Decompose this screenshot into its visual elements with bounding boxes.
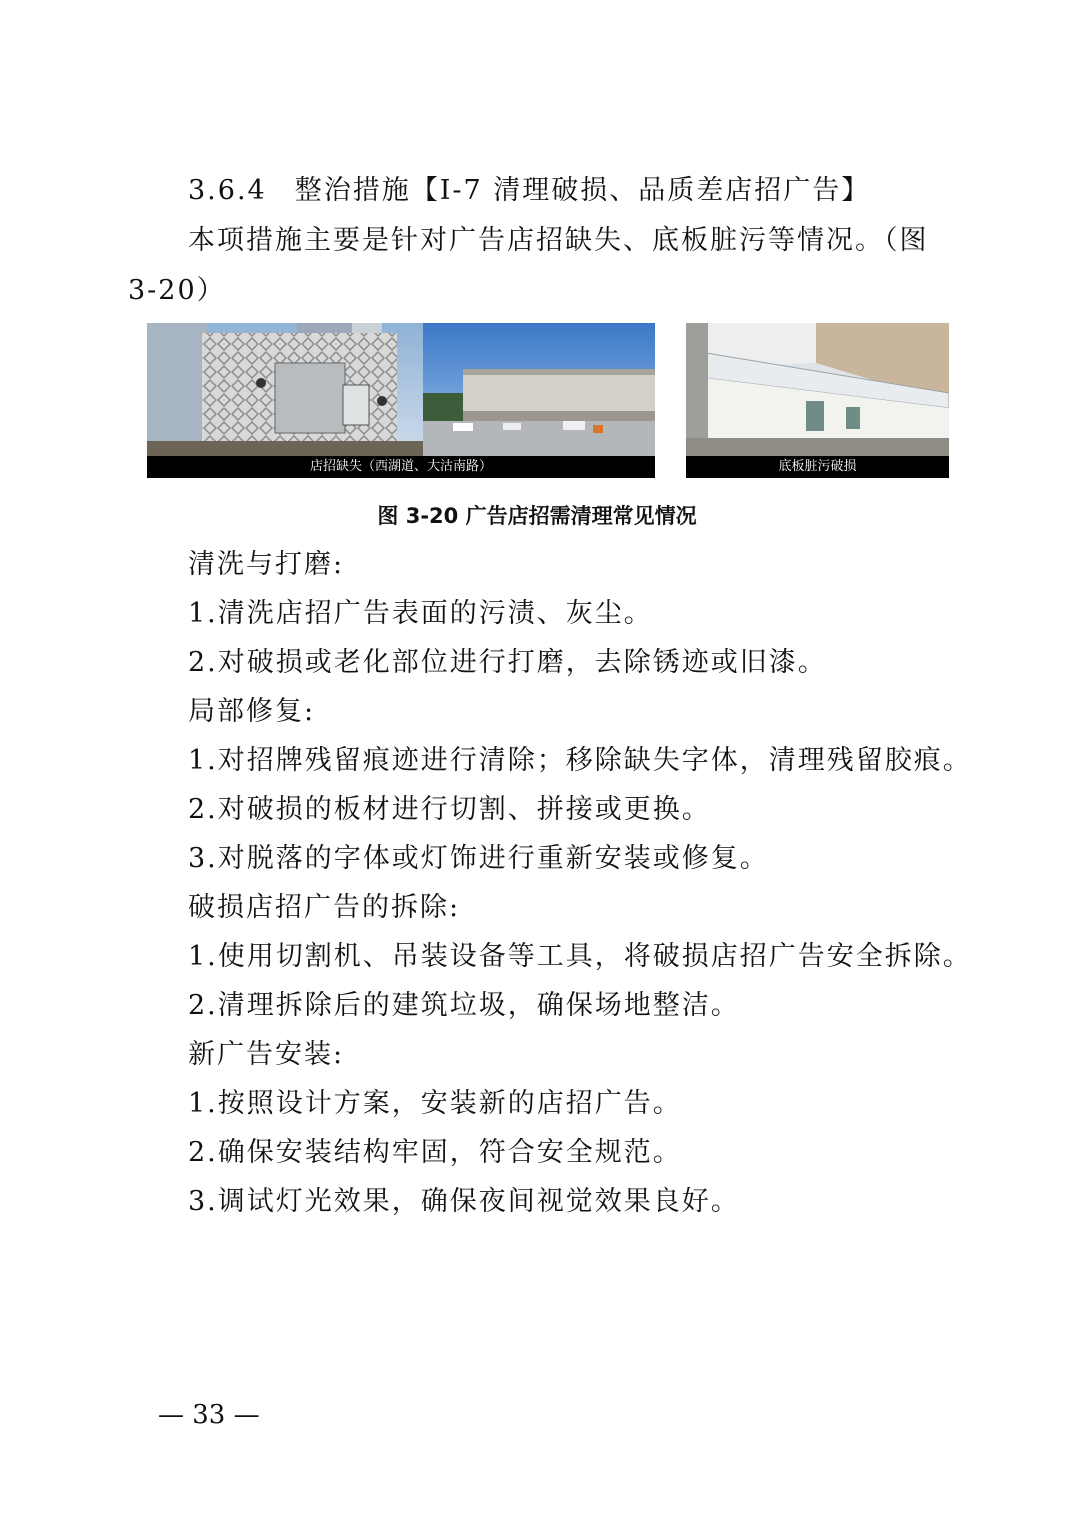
section-number: 3.6.4 (188, 175, 267, 206)
parking-image (423, 323, 655, 456)
body-line: 2.清理拆除后的建筑垃圾，确保场地整洁。 (188, 990, 740, 1021)
photo-soiled-signboard (686, 323, 949, 456)
section-title: 整治措施【Ⅰ-7 清理破损、品质差店招广告】 (294, 175, 871, 206)
facade-image (147, 323, 423, 456)
body-line: 新广告安装: (188, 1039, 345, 1070)
photo-building-facade (147, 323, 423, 456)
page-number: — 33 — (158, 1400, 260, 1430)
body-line: 1.清洗店招广告表面的污渍、灰尘。 (188, 598, 653, 629)
section-heading (188, 174, 870, 208)
body-line: 清洗与打磨: (188, 549, 345, 580)
signboard-image (686, 323, 949, 456)
body-line: 局部修复: (188, 696, 316, 727)
right-photo-caption: 底板脏污破损 (686, 456, 949, 478)
body-line: 3.对脱落的字体或灯饰进行重新安装或修复。 (188, 843, 769, 874)
body-line: 2.对破损的板材进行切割、拼接或更换。 (188, 794, 711, 825)
intro-line-1: 本项措施主要是针对广告店招缺失、底板脏污等情况。（图 (188, 225, 929, 256)
body-line: 2.确保安装结构牢固，符合安全规范。 (188, 1137, 682, 1168)
intro-line-2: 3-20） (128, 275, 226, 306)
body-line: 2.对破损或老化部位进行打磨，去除锈迹或旧漆。 (188, 647, 827, 678)
left-photo-caption: 店招缺失（西湖道、大沽南路） (147, 456, 655, 478)
photo-parking-building (423, 323, 655, 456)
body-line: 1.按照设计方案，安装新的店招广告。 (188, 1088, 682, 1119)
body-line: 3.调试灯光效果，确保夜间视觉效果良好。 (188, 1186, 740, 1217)
figure-caption: 图 3-20 广告店招需清理常见情况 (377, 504, 697, 528)
body-line: 1.使用切割机、吊装设备等工具，将破损店招广告安全拆除。 (188, 941, 972, 972)
body-line: 破损店招广告的拆除: (188, 892, 461, 923)
body-line: 1.对招牌残留痕迹进行清除；移除缺失字体，清理残留胶痕。 (188, 745, 972, 776)
